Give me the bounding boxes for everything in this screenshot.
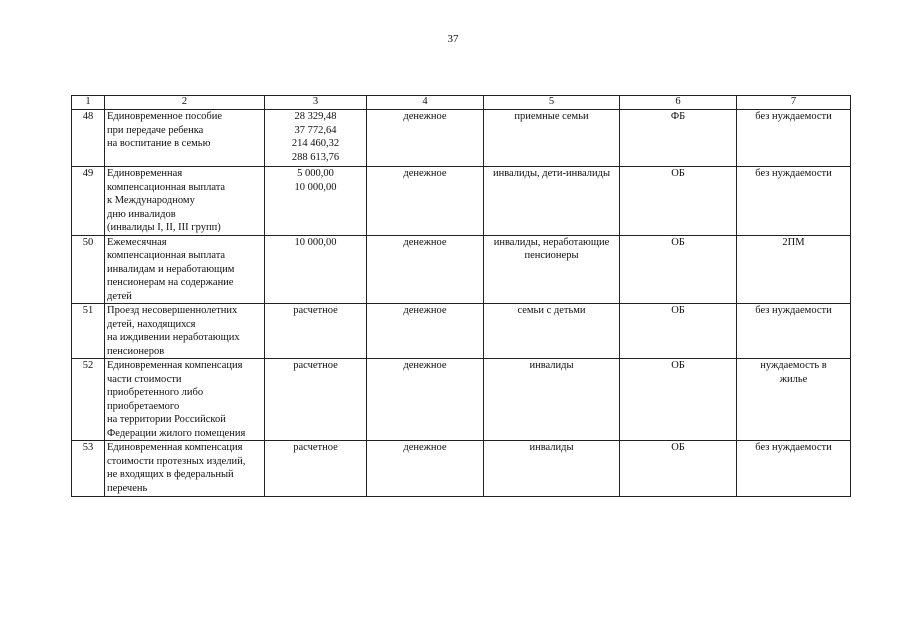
benefit-name-line: к Международному — [107, 195, 195, 206]
benefit-name-line: на территории Российской — [107, 414, 226, 425]
benefit-name-line: компенсационная выплата — [107, 181, 226, 193]
benefits-table — [71, 95, 851, 497]
benefit-name-line: приобретенного либо — [107, 387, 204, 398]
benefit-name-line: приобретаемого — [107, 400, 180, 412]
benefit-budget: ОБ — [620, 235, 737, 304]
row-number: 48 — [72, 110, 105, 167]
column-header: 7 — [737, 96, 851, 110]
benefit-recipients: семьи с детьми — [484, 304, 620, 359]
benefit-name-line: перечень — [107, 482, 148, 494]
benefit-need: без нуждаемости — [737, 167, 851, 236]
table-row — [72, 235, 851, 304]
table-row — [72, 441, 851, 497]
benefit-form: денежное — [367, 359, 484, 441]
column-header: 3 — [265, 96, 367, 110]
benefit-name-line: Проезд несовершеннолетних — [107, 305, 238, 316]
amount-line: расчетное — [293, 442, 338, 453]
amount-line: 10 000,00 — [294, 236, 337, 248]
benefit-recipients: инвалиды, дети-инвалиды — [484, 167, 620, 236]
table-row — [72, 304, 851, 359]
benefit-form: денежное — [367, 110, 484, 167]
benefit-name-line: детей — [107, 290, 132, 302]
benefit-budget: ОБ — [620, 167, 737, 236]
benefit-name-line: на иждивении неработающих — [107, 332, 240, 343]
header-row — [72, 96, 851, 110]
page-number: 37 — [447, 33, 459, 45]
column-header: 4 — [367, 96, 484, 110]
benefit-form: денежное — [367, 441, 484, 497]
benefit-need: 2ПМ — [737, 235, 851, 304]
column-header: 1 — [72, 96, 105, 110]
benefit-name-line: детей, находящихся — [107, 318, 196, 330]
table-row — [72, 167, 851, 236]
benefit-budget: ОБ — [620, 304, 737, 359]
benefit-amount — [265, 167, 367, 236]
benefit-name — [105, 167, 265, 236]
benefit-amount — [265, 235, 367, 304]
benefit-name-line: Единовременная компенсация — [107, 442, 243, 453]
amount-line: 5 000,00 — [297, 168, 334, 179]
column-header: 6 — [620, 96, 737, 110]
benefit-form: денежное — [367, 235, 484, 304]
benefit-name — [105, 441, 265, 497]
table-row — [72, 359, 851, 441]
benefit-budget: ОБ — [620, 359, 737, 441]
amount-line: 10 000,00 — [294, 181, 337, 193]
benefit-name-line: Ежемесячная — [107, 236, 167, 248]
benefit-name-line: Федерации жилого помещения — [107, 427, 246, 439]
benefit-name-line: при передаче ребенка — [107, 124, 204, 136]
benefit-name-line: инвалидам и неработающим — [107, 263, 235, 275]
benefit-name — [105, 235, 265, 304]
benefit-name — [105, 110, 265, 167]
benefit-need: без нуждаемости — [737, 441, 851, 497]
table-row — [72, 110, 851, 167]
amount-line: расчетное — [293, 360, 338, 371]
benefit-name — [105, 304, 265, 359]
amount-line: 214 460,32 — [291, 138, 340, 149]
row-number: 50 — [72, 235, 105, 304]
benefit-need: нуждаемость в жилье — [737, 359, 851, 441]
benefit-form: денежное — [367, 304, 484, 359]
benefit-recipients: инвалиды — [484, 359, 620, 441]
row-number: 51 — [72, 304, 105, 359]
benefit-amount — [265, 304, 367, 359]
amount-line: 37 772,64 — [294, 124, 337, 136]
benefit-name-line: пенсионеров — [107, 345, 165, 357]
benefit-budget: ФБ — [620, 110, 737, 167]
benefit-name-line: части стоимости — [107, 373, 182, 385]
amount-line: 28 329,48 — [294, 111, 337, 122]
benefit-recipients: приемные семьи — [484, 110, 620, 167]
benefit-name-line: не входящих в федеральный — [107, 469, 234, 480]
column-header: 2 — [105, 96, 265, 110]
benefit-name-line: стоимости протезных изделий, — [107, 455, 246, 467]
row-number: 52 — [72, 359, 105, 441]
benefit-amount — [265, 441, 367, 497]
benefit-name-line: компенсационная выплата — [107, 250, 226, 261]
row-number: 53 — [72, 441, 105, 497]
benefit-name — [105, 359, 265, 441]
benefit-name-line: на воспитание в семью — [107, 138, 211, 149]
column-header: 5 — [484, 96, 620, 110]
benefit-recipients: инвалиды, неработающие пенсионеры — [484, 235, 620, 304]
benefit-recipients: инвалиды — [484, 441, 620, 497]
benefit-need: без нуждаемости — [737, 110, 851, 167]
benefit-name-line: Единовременная — [107, 168, 183, 179]
benefit-name-line: Единовременная компенсация — [107, 360, 243, 371]
benefit-need: без нуждаемости — [737, 304, 851, 359]
benefit-name-line: пенсионерам на содержание — [107, 277, 234, 288]
amount-line: расчетное — [293, 305, 338, 316]
benefit-amount — [265, 359, 367, 441]
benefit-name-line: Единовременное пособие — [107, 111, 222, 122]
benefit-amount — [265, 110, 367, 167]
benefit-name-line: (инвалиды I, II, III групп) — [107, 222, 221, 233]
benefit-form: денежное — [367, 167, 484, 236]
amount-line: 288 613,76 — [291, 151, 340, 163]
row-number: 49 — [72, 167, 105, 236]
benefit-name-line: дню инвалидов — [107, 208, 176, 220]
benefit-budget: ОБ — [620, 441, 737, 497]
